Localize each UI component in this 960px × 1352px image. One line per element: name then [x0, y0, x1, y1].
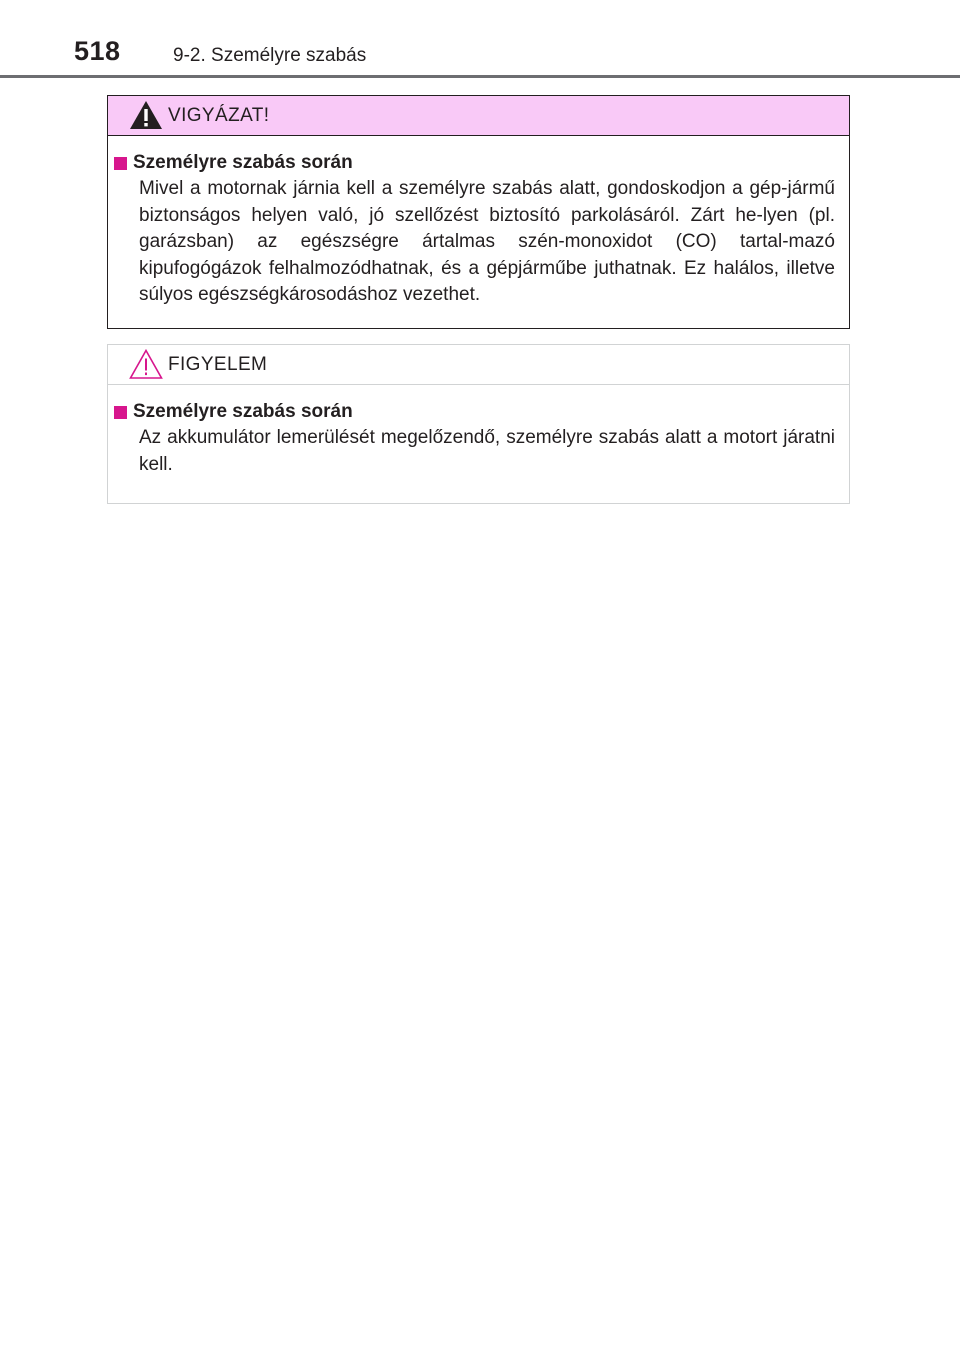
- caution-box-body: [108, 136, 849, 309]
- notice-box-header: [108, 345, 849, 385]
- square-bullet-icon: [114, 157, 127, 170]
- notice-item-text: Az akkumulátor lemerülését megelőzendő, személyre szabás alatt a motort járatni kell.: [139, 427, 835, 475]
- caution-label: VIGYÁZAT!: [168, 105, 270, 126]
- notice-box: [107, 344, 850, 504]
- caution-item-text: Mivel a motornak járnia kell a személyre szabás alatt, gondoskodjon a gép-jármű biztonságos helyen való, jó szellőzést biztosító parkolásáról. Zárt he-lyen (pl. garázsban) az egészségre ártalmas szén-monoxidot (CO) tartal-mazó kipufogógázok felhalmozódhatnak, és a gépjárműbe juthatnak. Ez halálos, illetve súlyos egészségkárosodáshoz vezethet.: [139, 178, 835, 305]
- page-number: 518: [74, 36, 121, 66]
- caution-box: [107, 95, 850, 329]
- notice-label: FIGYELEM: [168, 354, 268, 375]
- square-bullet-icon: [114, 406, 127, 419]
- section-title: 9-2. Személyre szabás: [173, 45, 367, 66]
- caution-item-title: [114, 150, 835, 176]
- notice-item-title-text: Személyre szabás során: [133, 401, 353, 422]
- caution-box-header: [108, 96, 849, 136]
- warning-triangle-outline-icon: [128, 348, 164, 380]
- header-rule: [0, 75, 960, 78]
- warning-triangle-filled-icon: [128, 99, 164, 131]
- page-header: [0, 0, 960, 80]
- caution-item-title-text: Személyre szabás során: [133, 152, 353, 173]
- notice-item-title: [114, 399, 835, 425]
- notice-box-body: [108, 385, 849, 478]
